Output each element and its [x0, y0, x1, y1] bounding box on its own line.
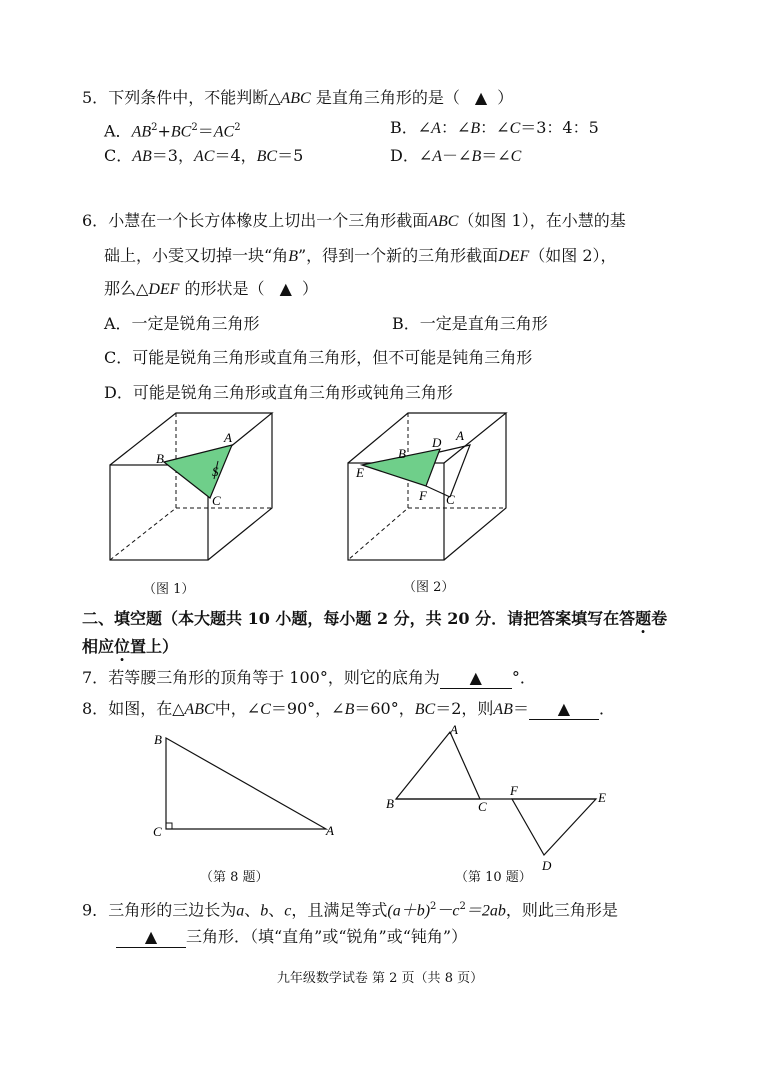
- figure-q8-right-triangle: [150, 728, 350, 843]
- figure-2-caption: （图 2）: [403, 580, 455, 595]
- svg-text:A: A: [456, 428, 464, 443]
- section-2-title-line1: 二、填空题（本大题共 10 小题，每小题 2 分，共 20 分．请把答案填写在答题卷: [82, 609, 668, 628]
- svg-text:S: S: [212, 464, 219, 479]
- q5-stem: 5．下列条件中，不能判断△ABC 是直角三角形的是（ ▲ ）: [82, 88, 514, 107]
- answer-blank: ▲: [116, 927, 186, 948]
- q7: 7．若等腰三角形的顶角等于 100°，则它的底角为 ▲ °．: [82, 668, 536, 687]
- answer-blank: ▲: [440, 668, 512, 689]
- svg-text:C: C: [212, 493, 221, 508]
- q9-line2: ▲ 三角形．（填“直角”或“锐角”或“钝角”）: [116, 927, 467, 948]
- page-footer: 九年级数学试卷 第 2 页（共 8 页）: [276, 971, 484, 986]
- q6-stem-line2: 础上，小雯又切掉一块“角B”，得到一个新的三角形截面DEF（如图 2），: [104, 246, 617, 265]
- svg-text:C: C: [478, 799, 487, 814]
- q6-stem-line3: 那么△DEF 的形状是（ ▲ ）: [104, 279, 318, 298]
- svg-text:E: E: [598, 790, 606, 805]
- figure-2-cuboid: [340, 405, 530, 570]
- svg-text:B: B: [156, 451, 164, 466]
- svg-text:B: B: [398, 446, 406, 461]
- q5-option-b: B．∠A：∠B：∠C＝3：4：5: [390, 118, 599, 137]
- svg-text:A: A: [224, 430, 232, 445]
- q6-option-b: B．一定是直角三角形: [392, 314, 548, 333]
- figure-1-cuboid: [100, 405, 290, 570]
- q6-option-c: C．可能是锐角三角形或直角三角形，但不可能是钝角三角形: [104, 348, 533, 367]
- svg-text:F: F: [419, 488, 427, 503]
- q5-option-a: A．$AB^2+BC^2=AC^2$: [104, 121, 241, 141]
- q5-option-d: D．∠A－∠B＝∠C: [390, 146, 522, 165]
- svg-text:F: F: [510, 783, 518, 798]
- section-2-title-line2: 相应位置上 ·）: [82, 637, 178, 657]
- q6-option-a: A．一定是锐角三角形: [104, 314, 260, 333]
- svg-text:A: A: [326, 823, 334, 838]
- svg-text:A: A: [450, 722, 458, 737]
- figure-q8-caption: （第 8 题）: [200, 870, 269, 885]
- answer-blank: ▲: [529, 699, 599, 720]
- svg-text:D: D: [432, 435, 442, 450]
- svg-text:B: B: [154, 732, 162, 747]
- answer-mark: ▲: [474, 88, 488, 107]
- svg-text:C: C: [446, 492, 455, 507]
- svg-text:E: E: [356, 465, 364, 480]
- q6-option-d: D．可能是锐角三角形或直角三角形或钝角三角形: [104, 383, 453, 402]
- svg-text:B: B: [386, 796, 394, 811]
- q5-option-c: C．AB＝3，AC＝4，BC＝5: [104, 146, 304, 165]
- q9-line1: 9．三角形的三边长为a、b、c，且满足等式$(a+b)^2-c^2=2ab$，则此三角形是: [82, 900, 618, 920]
- section-triangle-abc: [164, 445, 232, 498]
- svg-text:C: C: [153, 824, 162, 839]
- answer-mark: ▲: [279, 279, 292, 298]
- svg-text:D: D: [542, 858, 552, 873]
- figure-q10-triangles: [382, 722, 622, 873]
- q6-stem-line1: 6．小慧在一个长方体橡皮上切出一个三角形截面ABC（如图 1），在小慧的基: [82, 211, 626, 230]
- figure-q10-caption: （第 10 题）: [455, 870, 532, 885]
- q8: 8．如图，在△ABC中，∠C＝90°，∠B＝60°，BC＝2，则AB＝ ▲ ．: [82, 699, 615, 718]
- figure-1-caption: （图 1）: [143, 582, 195, 597]
